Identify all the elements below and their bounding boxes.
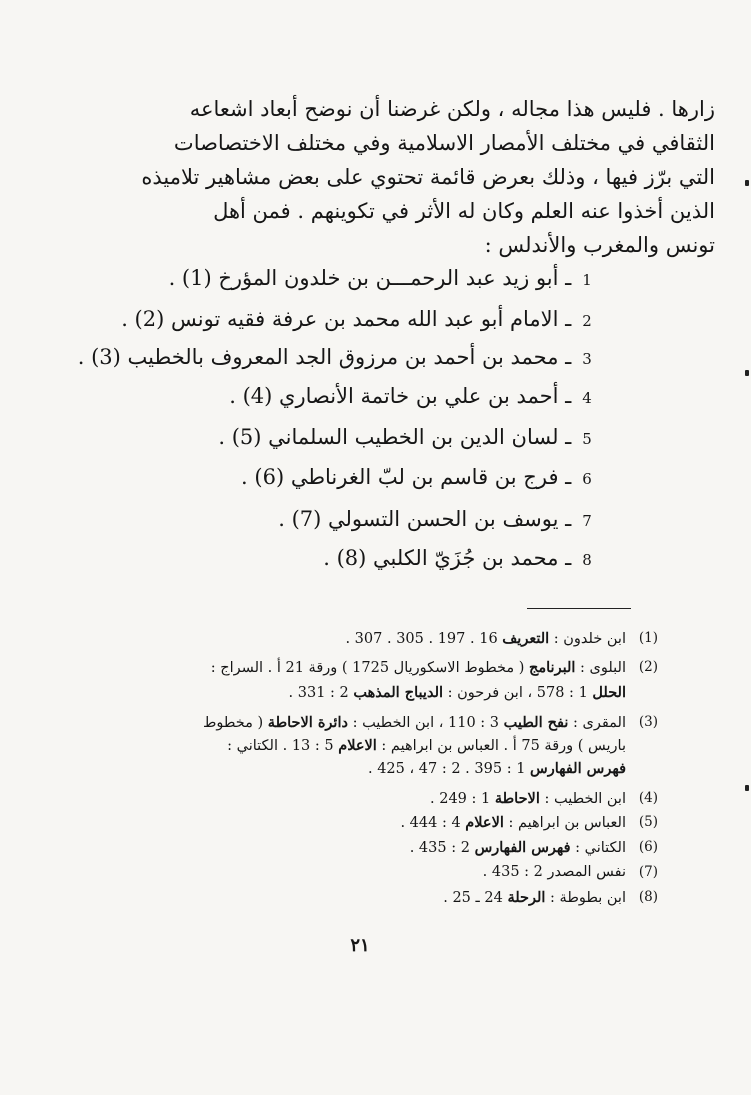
footnote-2 xyxy=(210,656,658,680)
list-text: ـ يوسف بن الحسن التسولي (7) . xyxy=(278,507,572,531)
list-item xyxy=(78,342,596,374)
intro-line: الذين أخذوا عنه العلم وكان له الأثر في تكوينهم . فمن أهل xyxy=(213,199,715,223)
footnote-number: (2) xyxy=(638,659,658,675)
list-number: 8 xyxy=(582,551,592,569)
footnote-number: (3) xyxy=(638,714,658,730)
footnote-text: 1 : 395 . 2 : 47 ، 425 . xyxy=(367,761,531,777)
list-item xyxy=(121,304,596,336)
intro-line: التي برّز فيها ، وذلك بعرض قائمة تحتوي على بعض مشاهير تلاميذه xyxy=(141,165,715,189)
scan-mark xyxy=(745,370,749,376)
footnote-text: 2 : 331 . xyxy=(288,685,354,701)
footnote-separator xyxy=(527,608,631,609)
footnote-number: (6) xyxy=(638,839,658,855)
footnote-text: العباس بن ابراهيم : xyxy=(503,815,626,831)
list-number: 7 xyxy=(582,512,592,530)
footnote-1 xyxy=(345,627,658,651)
footnote-number: (1) xyxy=(638,630,658,646)
footnote-title: البرنامج xyxy=(529,659,576,676)
footnote-title: الرحلة xyxy=(507,889,546,906)
footnote-text: المقرى : xyxy=(568,715,626,731)
footnote-number: (4) xyxy=(638,790,658,806)
footnote-title: فهرس الفهارس xyxy=(474,839,571,856)
list-text: ـ لسان الدين بن الخطيب السلماني (5) . xyxy=(218,425,572,449)
scan-mark xyxy=(745,785,749,791)
list-number: 3 xyxy=(582,350,592,368)
list-number: 2 xyxy=(582,312,592,330)
list-item xyxy=(218,422,596,454)
footnote-text: 16 . 197 . 305 . 307 . xyxy=(345,631,503,647)
list-item xyxy=(323,543,596,575)
footnote-title: الاحاطة xyxy=(494,790,540,807)
scan-mark xyxy=(745,180,749,186)
list-text: ـ أبو زيد عبد الرحمـــن بن خلدون المؤرخ (1) . xyxy=(168,266,572,290)
footnote-8 xyxy=(443,886,658,910)
footnote-text: 24 ـ 25 . xyxy=(443,890,508,906)
list-number: 6 xyxy=(582,470,592,488)
footnote-title: فهرس الفهارس xyxy=(530,760,626,777)
footnote-number: (8) xyxy=(638,889,658,905)
footnote-4 xyxy=(430,787,658,811)
footnote-text: ابن بطوطة : xyxy=(545,890,626,906)
list-number: 4 xyxy=(582,389,592,407)
footnote-7 xyxy=(482,861,658,884)
footnote-title: نفح الطيب xyxy=(503,714,569,731)
list-item xyxy=(229,381,596,413)
footnote-text: 1 : 578 ، ابن فرحون : xyxy=(443,685,593,701)
intro-line: تونس والمغرب والأندلس : xyxy=(484,233,715,257)
list-text: ـ فرج بن قاسم بن لبّ الغرناطي (6) . xyxy=(241,465,572,489)
footnote-text: البلوى : xyxy=(575,660,626,676)
footnote-5 xyxy=(400,811,658,835)
footnote-title: دائرة الاحاطة xyxy=(267,714,348,731)
footnote-text: 5 : 13 . الكتاني : xyxy=(227,738,339,754)
footnote-title: الحلل xyxy=(592,684,626,701)
footnote-title: التعريف xyxy=(502,630,550,647)
footnote-text: 2 : 435 . xyxy=(409,840,475,856)
list-item xyxy=(169,263,596,295)
footnote-title: الاعلام xyxy=(338,737,377,754)
list-text: ـ الامام أبو عبد الله محمد بن عرفة فقيه تونس (2) . xyxy=(121,307,572,331)
list-item xyxy=(241,462,596,494)
footnote-3 xyxy=(203,711,658,735)
footnote-text: 3 : 110 ، ابن الخطيب : xyxy=(347,715,504,731)
intro-line: الثقافي في مختلف الأمصار الاسلامية وفي مختلف الاختصاصات xyxy=(173,131,715,155)
footnote-text: ابن الخطيب : xyxy=(539,791,626,807)
footnote-text: باريس ) ورقة 75 أ . العباس بن ابراهيم : xyxy=(376,738,626,754)
footnote-text: نفس المصدر 2 : 435 . xyxy=(482,864,626,880)
intro-line: زارها . فليس هذا مجاله ، ولكن غرضنا أن نوضح أبعاد اشعاعه xyxy=(189,97,715,121)
list-text: ـ محمد بن أحمد بن مرزوق الجد المعروف بالخطيب (3) . xyxy=(77,345,572,369)
footnote-3-continuation xyxy=(368,757,626,781)
intro-paragraph xyxy=(95,92,715,262)
footnote-3-continuation xyxy=(227,734,626,758)
list-text: ـ محمد بن جُزَيّ الكلبي (8) . xyxy=(323,546,572,570)
footnote-6 xyxy=(409,836,658,860)
footnote-text: 1 : 249 . xyxy=(430,791,495,807)
footnote-text: الكتاني : xyxy=(570,840,626,856)
list-number: 1 xyxy=(582,271,592,289)
footnote-text: ابن خلدون : xyxy=(549,631,626,647)
footnote-text: ( مخطوط الاسكوريال 1725 ) ورقة 21 أ . السراج : xyxy=(210,660,530,676)
footnote-text: ( مخطوط xyxy=(203,715,268,731)
footnote-2-continuation xyxy=(289,681,626,705)
footnote-number: (5) xyxy=(638,814,658,830)
page-number: ٢١ xyxy=(350,935,370,956)
list-text: ـ أحمد بن علي بن خاتمة الأنصاري (4) . xyxy=(229,384,572,408)
footnote-title: الاعلام xyxy=(465,814,504,831)
footnote-title: الديباج المذهب xyxy=(353,684,444,701)
footnote-number: (7) xyxy=(638,864,658,880)
footnote-text: 4 : 444 . xyxy=(400,815,466,831)
list-item xyxy=(278,504,596,536)
list-number: 5 xyxy=(582,430,592,448)
